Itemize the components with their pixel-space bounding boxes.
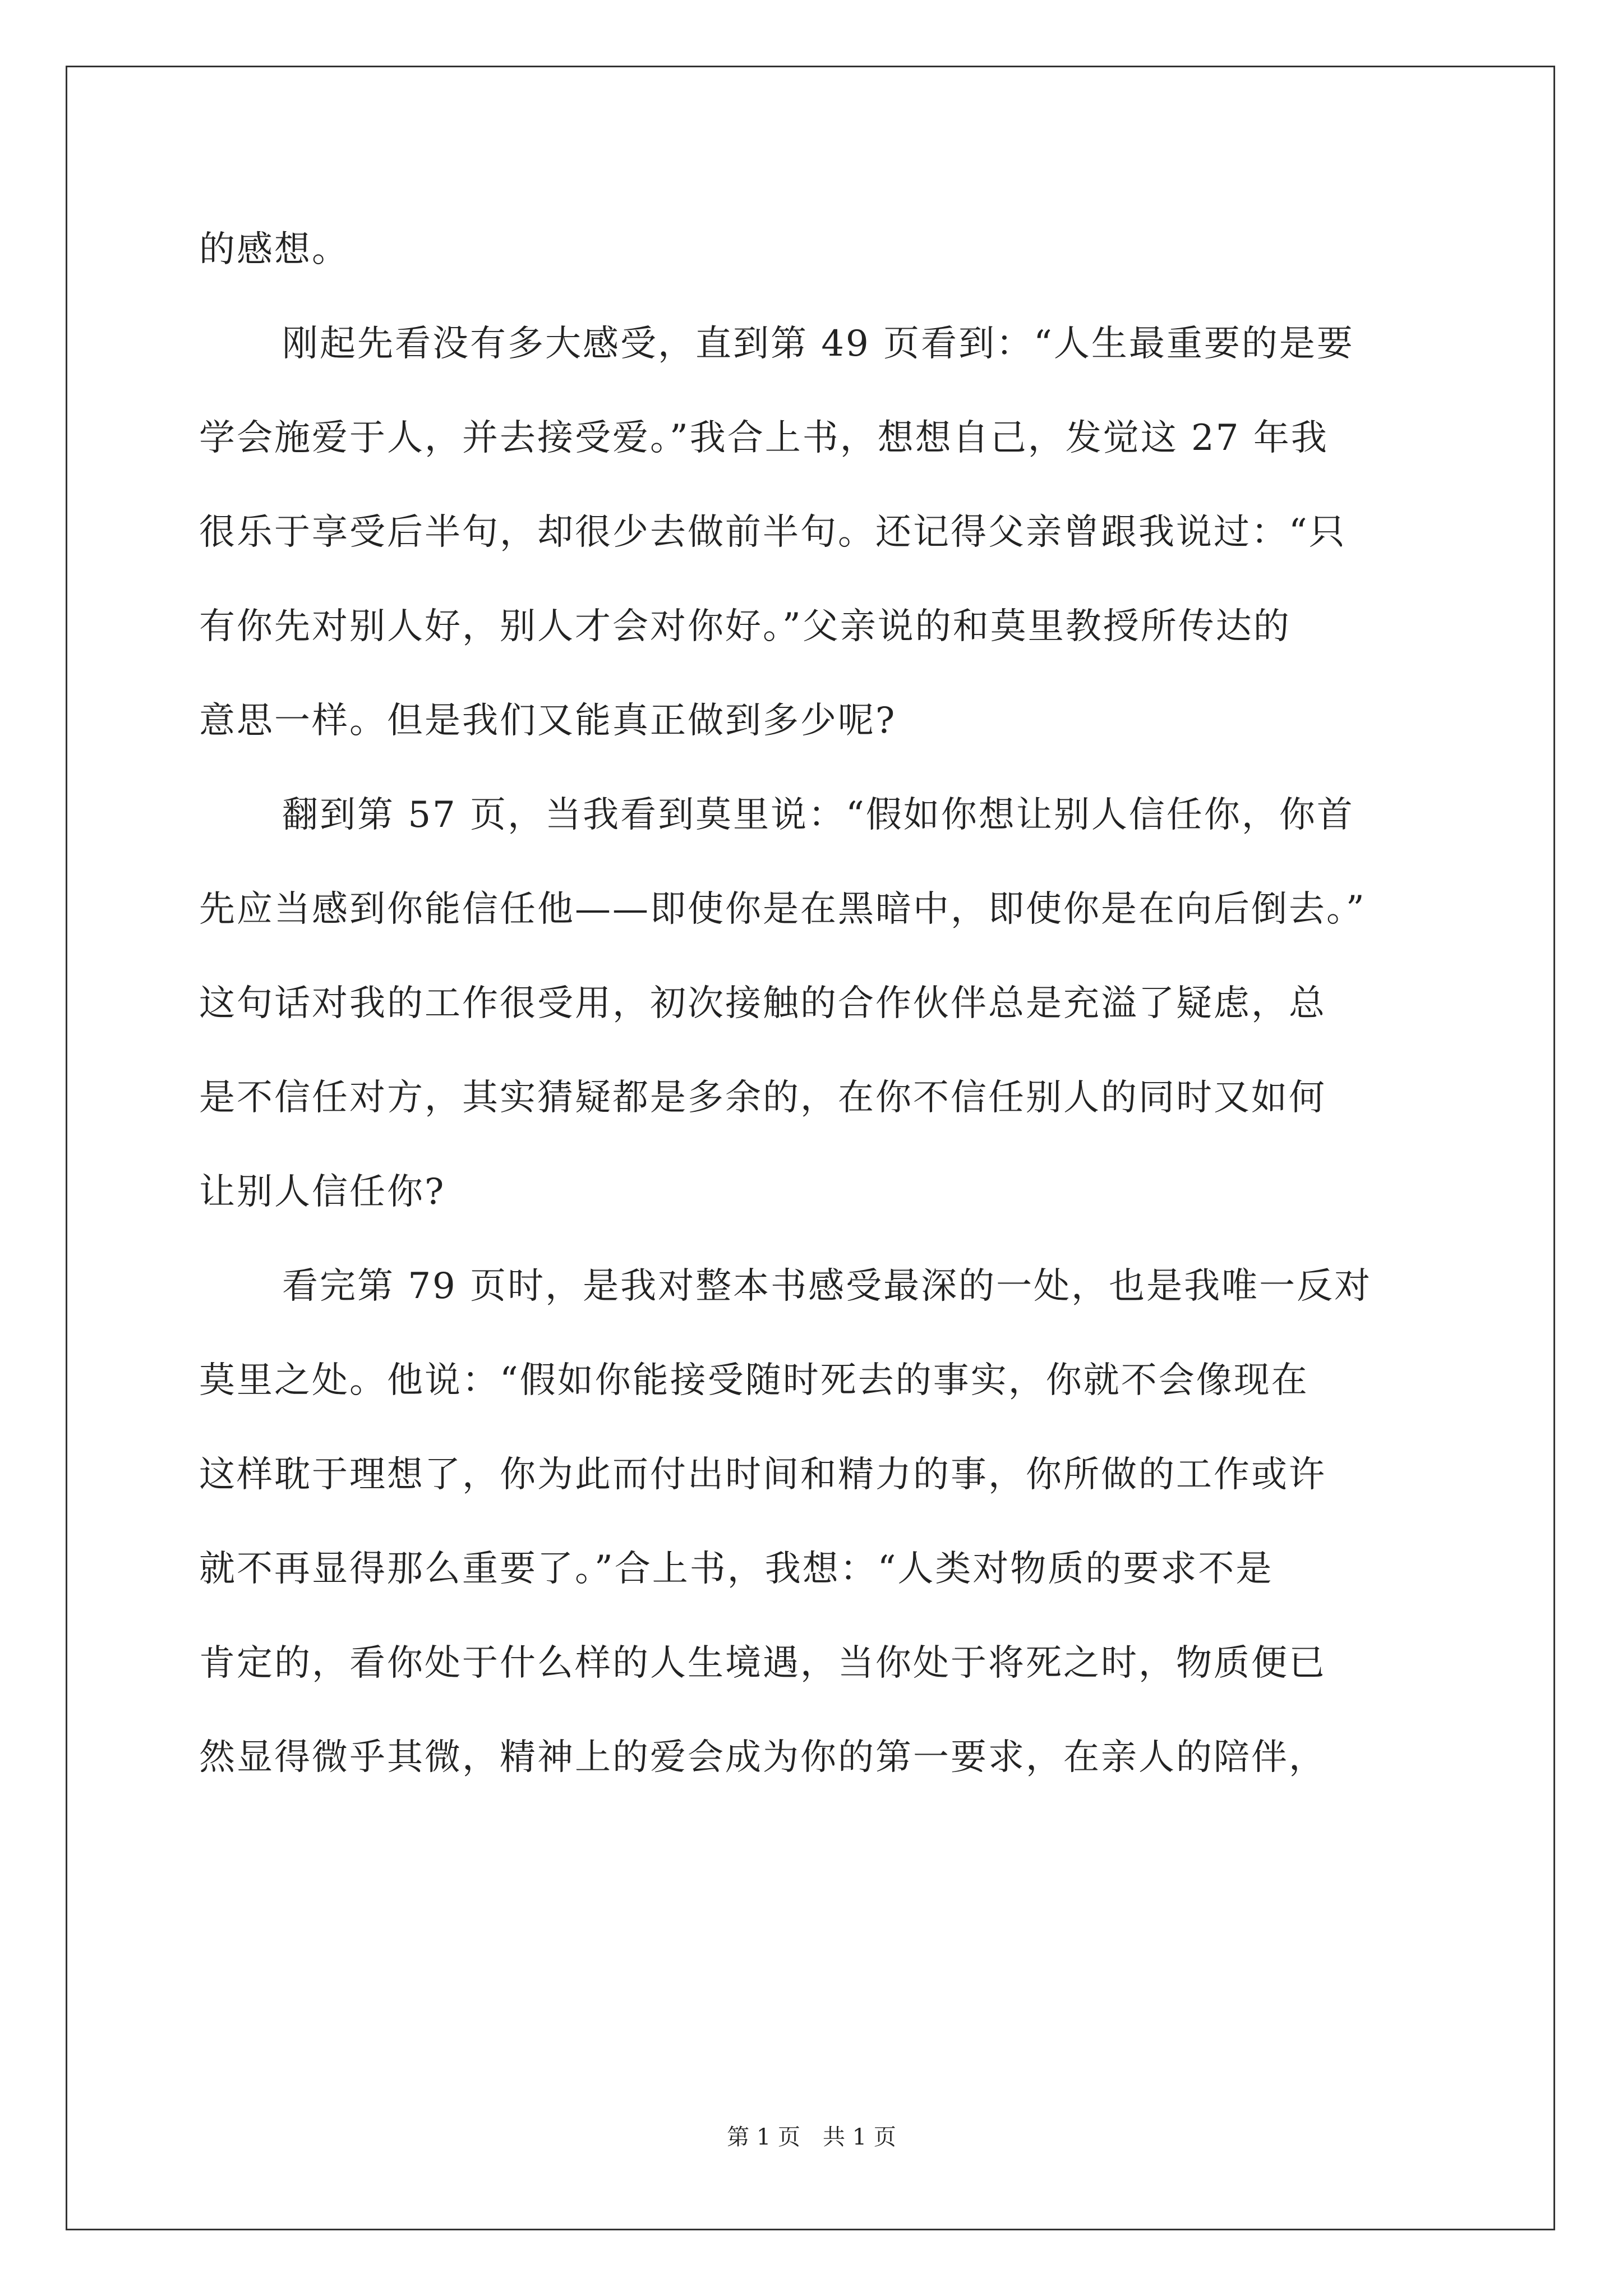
page-number: 第 1 页 [727,2124,800,2150]
text-line: 这句话对我的工作很受用，初次接触的合作伙伴总是充溢了疑虑，总 [199,983,1326,1024]
text-line: 让别人信任你? [199,1171,446,1213]
text-line: 这样耽于理想了，你为此而付出时间和精力的事，你所做的工作或许 [199,1454,1326,1496]
text-line: 是不信任对方，其实猜疑都是多余的，在你不信任别人的同时又如何 [199,1077,1326,1119]
text-line: 意思一样。但是我们又能真正做到多少呢? [199,700,897,742]
text-line: 然显得微乎其微，精神上的爱会成为你的第一要求，在亲人的陪伴， [199,1737,1326,1778]
page-footer [0,2120,1623,2154]
text-line: 莫里之处。他说：“假如你能接受随时死去的事实，你就不会像现在 [199,1360,1309,1401]
page-total: 共 1 页 [823,2124,896,2150]
paragraph-first-line: 翻到第 57 页，当我看到莫里说：“假如你想让别人信任你，你首 [282,794,1354,836]
text-line: 学会施爱于人，并去接受爱。”我合上书，想想自己，发觉这 27 年我 [199,417,1329,459]
paragraph-first-line: 看完第 79 页时，是我对整本书感受最深的一处，也是我唯一反对 [282,1266,1372,1307]
page-frame [66,66,1555,2230]
text-line: 有你先对别人好，别人才会对你好。”父亲说的和莫里教授所传达的 [199,606,1291,647]
paragraph-first-line: 刚起先看没有多大感受，直到第 49 页看到：“人生最重要的是要 [282,323,1354,365]
text-line: 先应当感到你能信任他——即使你是在黑暗中，即使你是在向后倒去。” [199,889,1366,930]
text-line: 很乐于享受后半句，却很少去做前半句。还记得父亲曾跟我说过：“只 [199,512,1347,553]
text-line: 的感想。 [199,229,349,270]
text-line: 肯定的，看你处于什么样的人生境遇，当你处于将死之时，物质便已 [199,1642,1326,1684]
text-line: 就不再显得那么重要了。”合上书，我想：“人类对物质的要求不是 [199,1548,1274,1590]
